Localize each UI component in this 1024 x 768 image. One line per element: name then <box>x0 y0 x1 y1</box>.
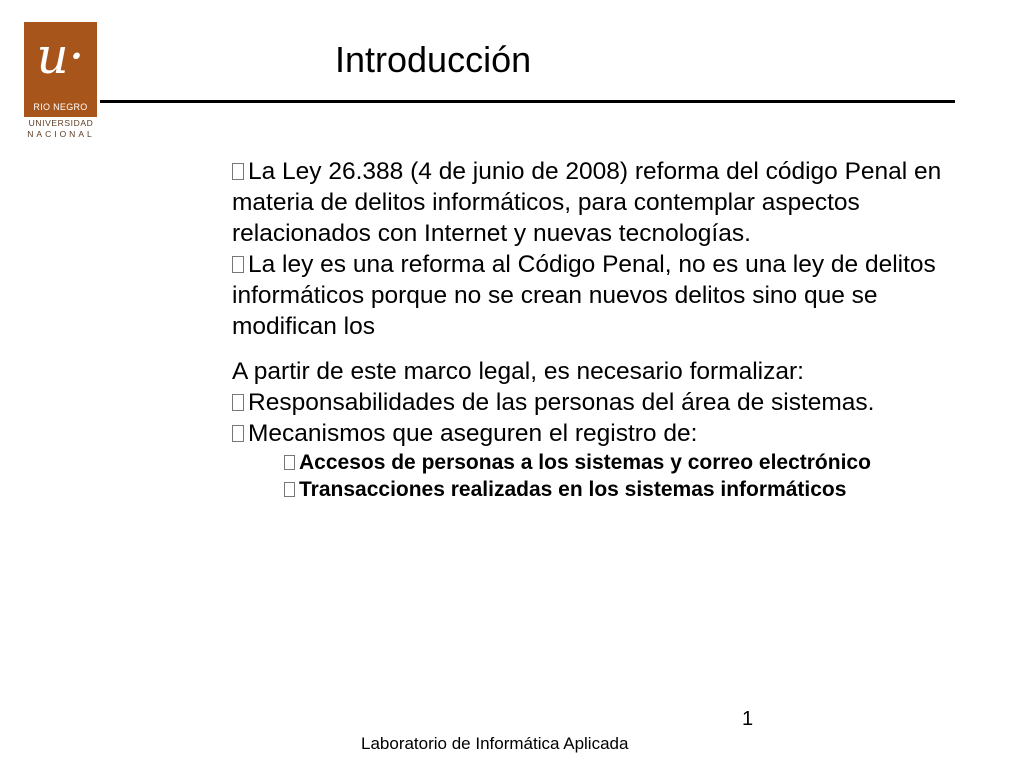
bullet-text: La ley es una reforma al Código Penal, no es una ley de delitos informáticos porque no se crean nuevos delitos sino que se modifican los <box>232 251 936 340</box>
logo-name: RIO NEGRO <box>33 102 88 112</box>
logo-emblem <box>24 22 97 117</box>
bullet-paragraph <box>232 418 972 449</box>
logo-mark: u· <box>36 27 85 85</box>
bullet-box-icon <box>284 482 295 497</box>
sub-bullet <box>284 449 972 476</box>
bullet-paragraph <box>232 387 972 418</box>
bullet-paragraph <box>232 156 972 249</box>
page-number: 1 <box>742 708 754 730</box>
title-divider <box>100 100 955 103</box>
bullet-box-icon <box>284 455 295 470</box>
bullet-box-icon <box>232 256 244 273</box>
slide-title: Introducción <box>335 39 532 80</box>
logo-line-1: UNIVERSIDAD <box>28 118 94 128</box>
bullet-box-icon <box>232 394 244 411</box>
bullet-text: La Ley 26.388 (4 de junio de 2008) reforma del código Penal en materia de delitos informáticos, para contemplar aspectos relacionados con Internet y nuevas tecnologías. <box>232 158 942 247</box>
footer-text: Laboratorio de Informática Aplicada <box>361 734 629 753</box>
intro-text: A partir de este marco legal, es necesario formalizar: <box>232 358 804 385</box>
sub-bullet-text: Accesos de personas a los sistemas y correo electrónico <box>299 451 871 474</box>
logo-line-2: NACIONAL <box>27 129 95 139</box>
sub-bullet-text: Transacciones realizadas en los sistemas informáticos <box>299 478 847 501</box>
bullet-box-icon <box>232 425 244 442</box>
slide-content <box>232 156 972 503</box>
sub-bullet <box>284 476 972 503</box>
bullet-text: Mecanismos que aseguren el registro de: <box>248 420 698 447</box>
bullet-box-icon <box>232 163 244 180</box>
bullet-text: Responsabilidades de las personas del área de sistemas. <box>248 389 875 416</box>
bullet-paragraph <box>232 249 972 342</box>
